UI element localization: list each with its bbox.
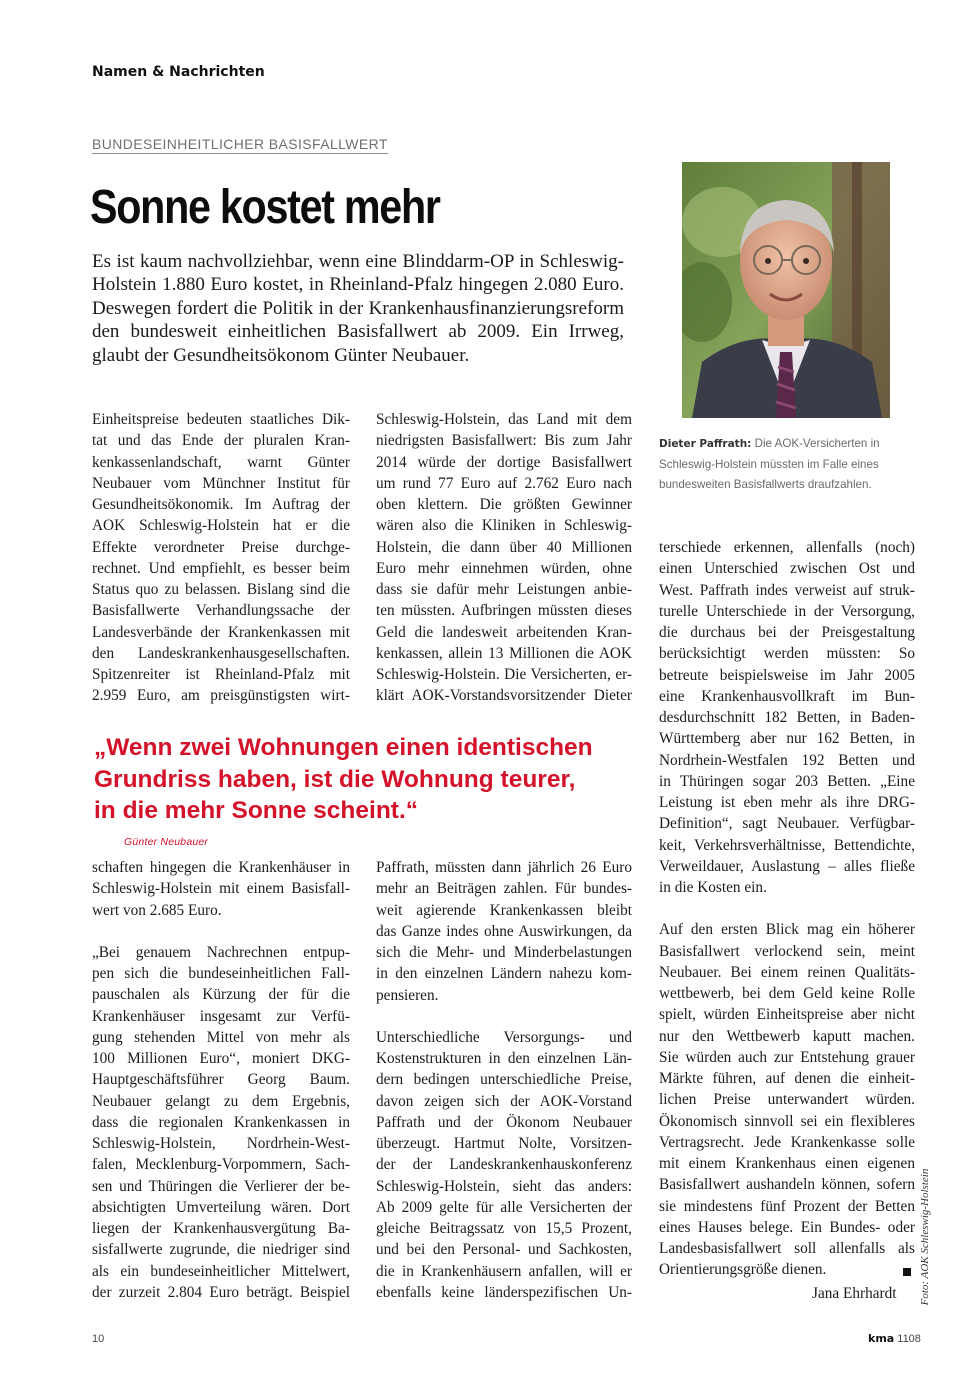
text-line: wert von 2.685 Euro.	[92, 901, 222, 919]
text-line: das Ganze indes ohne Auswirkungen, da	[376, 922, 632, 940]
text-line: in Thüringen sogar 203 Betten. „Eine	[659, 772, 915, 790]
text-line: Einheitspreise bedeuten staatliches Dik-	[92, 411, 350, 428]
text-line: falen, Mecklenburg-Vorpommern, Sach-	[92, 1156, 350, 1174]
text-line: der zurzeit 2.804 Euro beträgt. Beispiel	[92, 1283, 350, 1301]
text-line: und bei den Personal- und Sachkosten,	[376, 1241, 632, 1259]
text-line: Landesverbände der Krankenkassen mit	[92, 623, 350, 641]
column-3	[659, 537, 915, 1281]
text-line: rechnet. Und empfiehlt, es besser beim	[92, 559, 350, 577]
text-line: dern bedingen unterschiedliche Preise,	[376, 1071, 632, 1089]
text-line: eine Krankenhausvollkraft im Bun-	[659, 687, 915, 705]
text-line: gung stehenden Mittel von mehr als	[92, 1028, 350, 1046]
text-line: Leistung ist eben mehr als ihre DRG-	[659, 794, 915, 811]
quote-line: Grundriss haben, ist die Wohnung teurer,	[94, 765, 576, 793]
text-line: wettbewerb, bei dem Geld keine Rolle	[659, 985, 915, 1002]
lead-line: Es ist kaum nachvollziehbar, wenn eine Blinddarm-OP in Schleswig-	[92, 251, 624, 272]
text-line: sisfallwerte zugrunde, die niedriger sind	[92, 1241, 350, 1259]
text-line: 2014 würde der dortige Basisfallwert	[376, 453, 632, 471]
text-line: sen und Thüringen die Verlierer der be-	[92, 1177, 350, 1195]
text-line: pensieren.	[376, 986, 439, 1004]
text-line: Landesbasisfallwert soll allenfalls als	[659, 1240, 915, 1257]
article-kicker: BUNDESEINHEITLICHER BASISFALLWERT	[92, 136, 388, 152]
caption-line	[659, 434, 915, 455]
text-line: Schleswig-Holstein, sieht das anders:	[376, 1177, 632, 1195]
page-number: 10	[92, 1333, 105, 1345]
column-3-paragraph-2	[659, 919, 915, 1280]
caption-text: Die AOK-Versicherten in	[754, 437, 880, 450]
photo-credit-text: Foto: AOK Schleswig-Holstein	[919, 1168, 931, 1306]
quote-line: in die mehr Sonne scheint.“	[94, 797, 419, 824]
text-line: dass die regionalen Krankenkassen in	[92, 1113, 350, 1131]
text-line: in die Kosten ein.	[659, 879, 767, 896]
text-line: Definition“, sagt Neubauer. Verfügbar-	[659, 815, 915, 833]
column-2-top	[376, 409, 632, 707]
text-line: Neubauer gelangt zu dem Ergebnis,	[92, 1092, 350, 1110]
text-line: Hauptgeschäftsführer Georg Baum.	[92, 1071, 350, 1089]
text-line: Paffrath, müssten dann jährlich 26 Euro	[376, 859, 632, 876]
text-line: als ein bundeseinheitlicher Mittelwert,	[92, 1262, 350, 1280]
text-line: Status quo zu belassen. Bislang sind die	[92, 581, 350, 598]
text-line: Orientierungsgröße dienen.	[659, 1261, 827, 1279]
column-1-bottom	[92, 857, 350, 1303]
text-line: der der Landeskrankenhauskonferenz	[376, 1156, 632, 1174]
text-line: desdurchschnitt 182 Betten, in Baden-	[659, 709, 915, 726]
text-line: Basisfallwert aushandeln können, sofern	[659, 1176, 915, 1194]
lead-line: glaubt der Gesundheitsökonom Günter Neubauer.	[92, 344, 470, 366]
text-line: sich die Mehr- und Minderbelastungen	[376, 944, 632, 961]
text-line: AOK Schleswig-Holstein hat er die	[92, 517, 350, 535]
text-line: in den einzelnen Ländern nahezu kom-	[376, 965, 632, 983]
text-line: Kostenstrukturen in den einzelnen Län-	[376, 1050, 632, 1067]
text-line: Neubauer vom Münchner Institut für	[92, 474, 350, 492]
photo-credit	[918, 1168, 932, 1306]
text-line: Basisfallwert verlockend sein, meint	[659, 942, 915, 960]
text-line: „Bei genauem Nachrechnen entpup-	[92, 943, 350, 961]
text-line: liegen der Krankenhausvergütung Ba-	[92, 1220, 350, 1237]
text-line: Geld die landesweit arbeitenden Kran-	[376, 623, 632, 641]
text-line: lichen Preise unterwandert würden.	[659, 1091, 915, 1109]
text-line: Spitzenreiter ist Rheinland-Pfalz mit	[92, 666, 350, 683]
quote-line: „Wenn zwei Wohnungen einen identischen	[94, 734, 593, 761]
text-line: 2.959 Euro, am preisgünstigsten wirt-	[92, 687, 350, 705]
article-author: Jana Ehrhardt	[812, 1285, 897, 1302]
photo-caption	[659, 434, 915, 496]
text-line: mehr an Beiträgen zahlen. Für bundes-	[376, 880, 632, 898]
text-line: Effekte verordneter Preise durchge-	[92, 538, 350, 556]
text-line: Sie würden auch zur Entstehung grauer	[659, 1048, 915, 1066]
text-line: kenkassenlandschaft, warnt Günter	[92, 453, 350, 471]
text-line: Neubauer. Bei einem reinen Qualitäts-	[659, 963, 915, 981]
text-line: Vertragsrecht. Jede Krankenkasse solle	[659, 1133, 915, 1151]
text-line: absichtigten Umverteilung wären. Dort	[92, 1198, 350, 1216]
text-line: Auf den ersten Blick mag ein höherer	[659, 921, 915, 939]
caption-name: Dieter Paffrath:	[659, 438, 752, 450]
text-line: Basisfallwerte Verhandlungssache der	[92, 602, 350, 620]
portrait-photo	[682, 162, 890, 418]
text-line: berücksichtigt werden müssten: So	[659, 645, 915, 663]
column-3-paragraph-1	[659, 537, 915, 898]
section-header: Namen & Nachrichten	[92, 64, 265, 80]
text-line: dass sie dafür mehr Leistungen anbie-	[376, 581, 632, 598]
lead-line: Deswegen fordert die Politik in der Krankenhausfinanzierungsreform	[92, 297, 624, 319]
text-line: keit, Verkehrsverhältnisse, Bettendichte,	[659, 836, 915, 854]
magazine-name: kma	[868, 1332, 895, 1345]
text-line: Unterschiedliche Versorgungs- und	[376, 1028, 632, 1046]
text-line: überzeugt. Hartmut Nolte, Vorsitzen-	[376, 1135, 632, 1152]
text-line: Gesundheitsökonomik. Im Auftrag der	[92, 496, 350, 513]
text-line: schaften hingegen die Krankenhäuser in	[92, 859, 350, 876]
text-line: Krankenhäuser insgesamt zur Verfü-	[92, 1007, 350, 1025]
text-line: Schleswig-Holstein, Nordrhein-West-	[92, 1135, 350, 1152]
text-line: wären also die Kliniken in Schleswig-	[376, 517, 632, 535]
column-2-paragraph-3	[376, 1027, 632, 1303]
column-2-bottom	[376, 857, 632, 1303]
text-line: Schleswig-Holstein mit einem Basisfall-	[92, 880, 350, 898]
text-line: klärt AOK-Vorstandsvorsitzender Dieter	[376, 687, 632, 705]
text-line: Verweildauer, Auslastung – alles fließe	[659, 857, 915, 875]
text-line: einen Unterschied zwischen Ost und	[659, 560, 915, 578]
text-line: weit agierende Krankenkassen bleibt	[376, 901, 632, 919]
text-line: betreute beispielsweise im Jahr 2005	[659, 666, 915, 684]
text-line: eines Hauses belege. Ein Bundes- oder	[659, 1218, 915, 1236]
text-line: um rund 77 Euro auf 2.762 Euro nach	[376, 474, 632, 492]
text-line: Württemberg aber nur 162 Betten, in	[659, 730, 915, 748]
text-line: gleiche Beitragssatz von 15,5 Prozent,	[376, 1220, 632, 1237]
text-line: ten müssten. Aufbringen müssten dieses	[376, 602, 632, 620]
text-line: pen sich die bundeseinheitlichen Fall-	[92, 965, 350, 982]
quote-attribution: Günter Neubauer	[124, 835, 209, 848]
text-line: Ökonomisch sinnvoll sei ein flexibleres	[659, 1112, 915, 1130]
text-line: den Landeskrankenhausgesellschaften.	[92, 644, 350, 662]
column-2-paragraph-2	[376, 857, 632, 1006]
text-line: Paffrath und der Ökonom Neubauer	[376, 1113, 632, 1131]
issue-number: 1108	[897, 1333, 921, 1345]
text-line: nur den Wettbewerb kaputt machen.	[659, 1027, 915, 1045]
text-line: pauschalen als Kürzung der für die	[92, 986, 350, 1004]
column-1-paragraph-2	[92, 857, 350, 921]
issue-info	[868, 1332, 921, 1345]
portrait-illustration	[682, 162, 890, 418]
text-line: sie mindestens fünf Prozent der Betten	[659, 1197, 915, 1215]
text-line: oben klettern. Die größten Gewinner	[376, 496, 632, 513]
article-lead	[92, 250, 624, 367]
text-line: kenkassen, allein 13 Millionen die AOK	[376, 644, 632, 662]
text-line: mit einem Krankenhaus einen eigenen	[659, 1155, 915, 1172]
text-line: Ab 2009 gelte für alle Versicherten der	[376, 1198, 632, 1216]
article-headline: Sonne kostet mehr	[90, 181, 440, 234]
text-line: Schleswig-Holstein, das Land mit dem	[376, 411, 632, 428]
text-line: Euro mehr einnehmen würden, ohne	[376, 559, 632, 577]
text-line: Nordrhein-Westfalen 192 Betten und	[659, 751, 915, 769]
text-line: niedrigsten Basisfallwert: Bis zum Jahr	[376, 432, 632, 450]
end-mark	[903, 1268, 911, 1276]
text-line: davon zeigen sich der AOK-Vorstand	[376, 1092, 632, 1110]
pull-quote	[94, 732, 593, 858]
text-line: tat und das Ende der pluralen Kran-	[92, 432, 350, 450]
text-line: die durchaus bei der Preisgestaltung	[659, 624, 915, 641]
lead-line: Holstein 1.880 Euro kostet, in Rheinland-Pfalz hingegen 2.080 Euro.	[92, 274, 624, 296]
text-line: ebenfalls keine länderspezifischen Un-	[376, 1283, 632, 1301]
quote-line-last	[94, 795, 593, 858]
text-line: spielt, würden Einheitspreise aber nicht	[659, 1006, 915, 1024]
text-line: West. Paffrath indes verweist auf struk-	[659, 581, 915, 599]
text-line: die in Krankenhäusern anfallen, will er	[376, 1262, 632, 1280]
column-1-paragraph-3	[92, 942, 350, 1303]
text-line: Holstein, die dann über 40 Millionen	[376, 538, 632, 556]
text-line: 100 Millionen Euro“, moniert DKG-	[92, 1050, 350, 1067]
lead-line: den bundesweit einheitlichen Basisfallwert ab 2009. Ein Irrweg,	[92, 321, 624, 343]
text-line: terschiede erkennen, allenfalls (noch)	[659, 539, 915, 556]
text-line: Schleswig-Holstein. Die Versicherten, er-	[376, 666, 632, 683]
caption-line: Schleswig-Holstein müssten im Falle eines	[659, 457, 879, 471]
column-1-top	[92, 409, 350, 707]
text-line: Märkte führen, auf denen die einheit-	[659, 1070, 915, 1087]
caption-line: bundesweiten Basisfallwerts draufzahlen.	[659, 478, 872, 491]
text-line: turelle Unterschiede in der Versorgung,	[659, 602, 915, 620]
